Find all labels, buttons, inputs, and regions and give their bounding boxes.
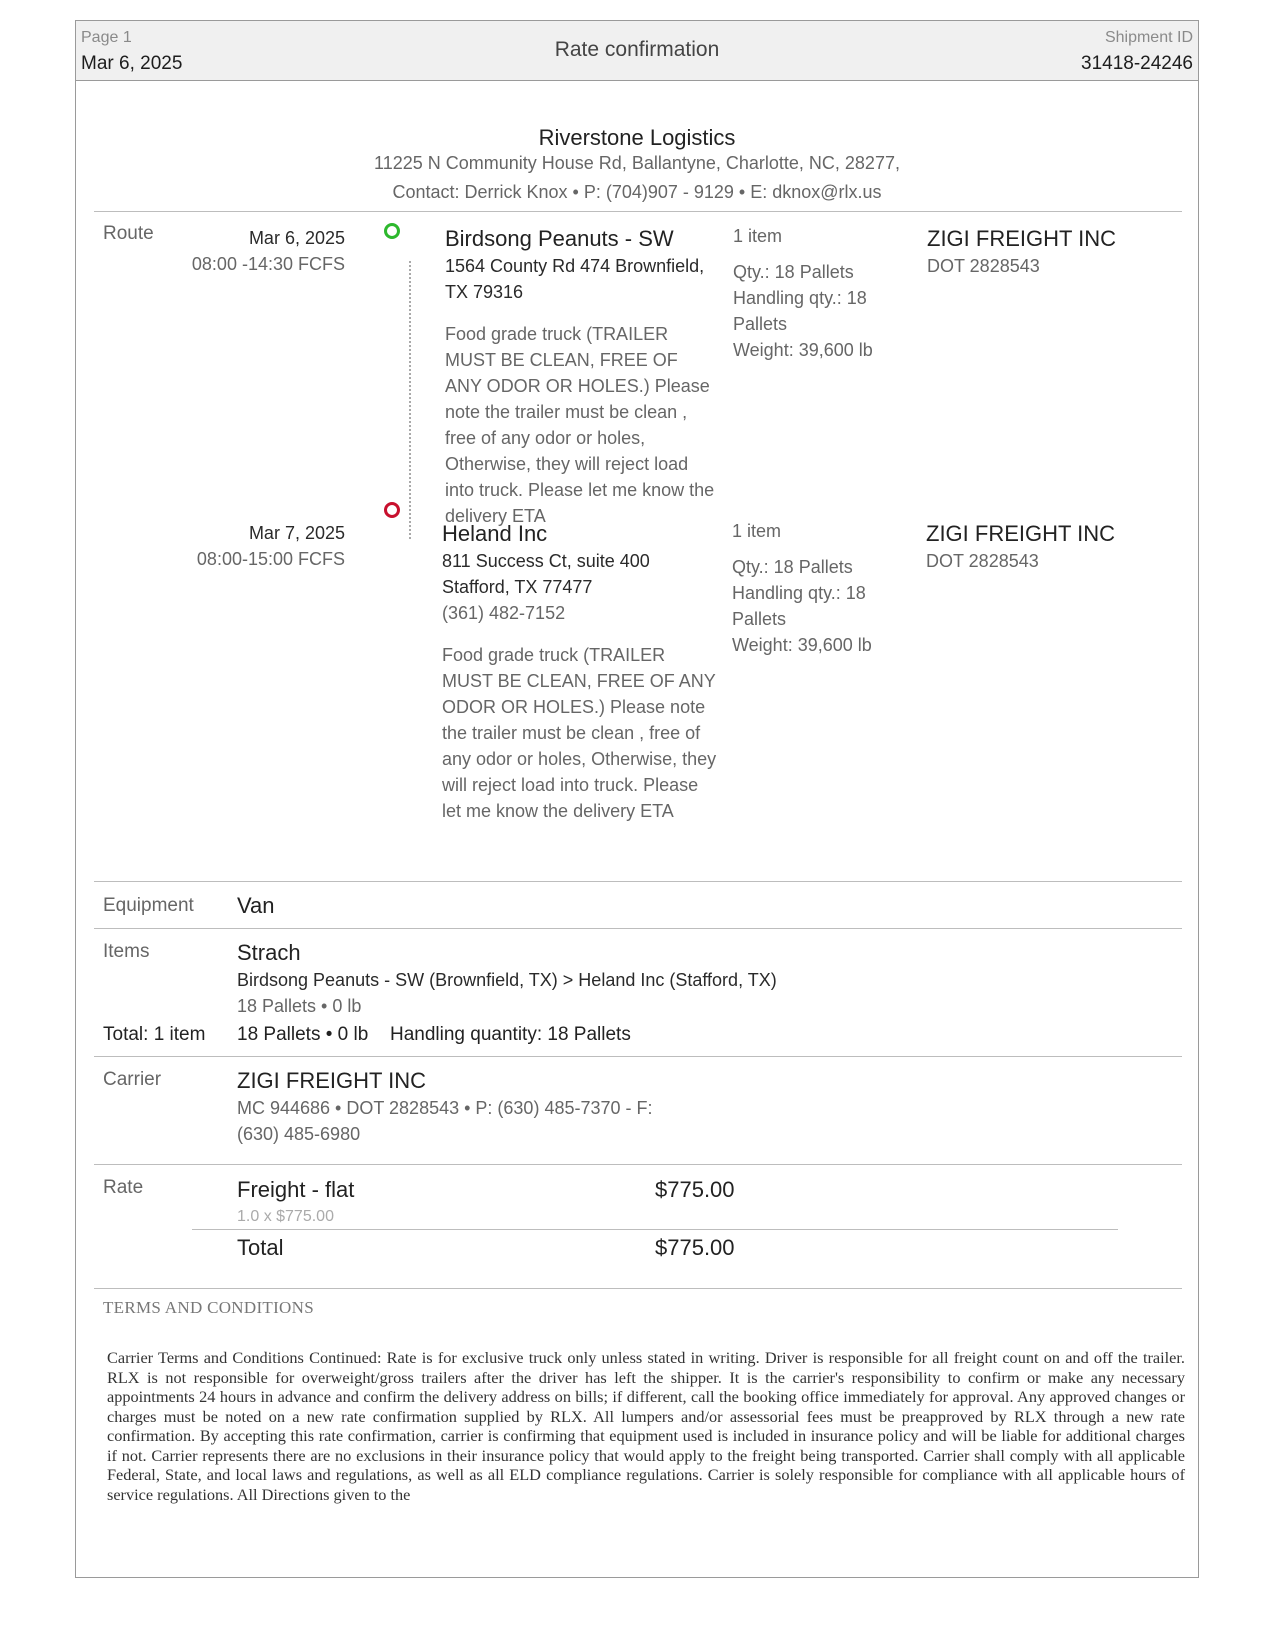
equipment-value: Van — [237, 893, 275, 918]
route-label: Route — [103, 223, 154, 244]
rate-label: Rate — [103, 1177, 144, 1198]
divider — [94, 928, 1182, 929]
pickup-schedule — [176, 225, 345, 277]
delivery-date: Mar 7, 2025 — [248, 523, 345, 543]
delivery-marker-icon — [384, 502, 400, 518]
items-total-qty: 18 Pallets • 0 lb — [237, 1024, 369, 1045]
item-lane: Birdsong Peanuts - SW (Brownfield, TX) > Heland Inc (Stafford, TX) — [237, 970, 777, 990]
rate-total-amount: $775.00 — [655, 1235, 735, 1260]
equipment-label: Equipment — [103, 895, 194, 916]
carrier-contact-line: MC 944686 • DOT 2828543 • P: (630) 485-7370 - F: — [237, 1098, 653, 1118]
pickup-carrier-name: ZIGI FREIGHT INC — [927, 226, 1117, 251]
carrier-block — [237, 1067, 697, 1147]
carrier-contact-line: (630) 485-6980 — [237, 1124, 361, 1144]
pickup-qty: Qty.: 18 Pallets — [733, 262, 854, 282]
carrier-name: ZIGI FREIGHT INC — [237, 1068, 427, 1093]
rate-line-name: Freight - flat — [237, 1177, 355, 1202]
delivery-items — [732, 518, 892, 658]
delivery-qty: Qty.: 18 Pallets — [732, 557, 853, 577]
item-detail: 18 Pallets • 0 lb — [237, 996, 362, 1016]
delivery-carrier-dot: DOT 2828543 — [926, 551, 1039, 571]
divider — [94, 211, 1182, 212]
item-entry — [237, 939, 1137, 1019]
delivery-schedule — [176, 520, 345, 572]
delivery-handling: Handling qty.: 18 Pallets — [732, 583, 866, 629]
delivery-carrier-name: ZIGI FREIGHT INC — [926, 521, 1116, 546]
delivery-notes: Food grade truck (TRAILER MUST BE CLEAN, FREE OF ANY ODOR OR HOLES.) Please note the trailer must be clean , free of any odor or holes, Otherwise, they will reject load into truck. Please let me know the delivery ETA — [442, 645, 717, 821]
items-total-handling: Handling quantity: 18 Pallets — [390, 1024, 631, 1045]
delivery-weight: Weight: 39,600 lb — [732, 635, 872, 655]
rate-total-label: Total — [237, 1235, 284, 1260]
delivery-carrier — [926, 520, 1166, 574]
document-title: Rate confirmation — [554, 38, 720, 61]
item-name: Strach — [237, 940, 301, 965]
divider — [94, 1056, 1182, 1057]
delivery-address-line: Stafford, TX 77477 — [442, 577, 593, 597]
shipment-id: 31418-24246 — [1081, 53, 1193, 74]
pickup-notes: Food grade truck (TRAILER MUST BE CLEAN, FREE OF ANY ODOR OR HOLES.) Please note the trailer must be clean , free of any odor or holes, Otherwise, they will reject load into truck. Please let me know the delivery ETA — [445, 324, 715, 526]
pickup-date: Mar 6, 2025 — [248, 228, 345, 248]
pickup-time: 08:00 -14:30 FCFS — [191, 254, 345, 274]
pickup-address-line: TX 79316 — [445, 282, 524, 302]
delivery-items-count: 1 item — [732, 521, 782, 541]
divider — [192, 1229, 1118, 1230]
items-label: Items — [103, 941, 150, 962]
company-block — [76, 125, 1198, 203]
rate-line-calc: 1.0 x $775.00 — [237, 1208, 334, 1225]
company-name: Riverstone Logistics — [538, 125, 736, 150]
page-number: Page 1 — [81, 29, 132, 46]
shipment-id-label: Shipment ID — [1104, 29, 1193, 46]
pickup-items — [733, 223, 893, 363]
delivery-time: 08:00-15:00 FCFS — [196, 549, 345, 569]
items-total-label: Total: 1 item — [103, 1024, 206, 1045]
divider — [94, 1288, 1182, 1289]
pickup-weight: Weight: 39,600 lb — [733, 340, 873, 360]
pickup-stop — [445, 225, 715, 529]
delivery-name: Heland Inc — [442, 521, 548, 546]
divider — [94, 1164, 1182, 1165]
delivery-phone: (361) 482-7152 — [442, 603, 566, 623]
pickup-name: Birdsong Peanuts - SW — [445, 226, 674, 251]
pickup-items-count: 1 item — [733, 226, 783, 246]
pickup-carrier-dot: DOT 2828543 — [927, 256, 1040, 276]
delivery-stop — [442, 520, 717, 824]
pickup-carrier — [927, 225, 1167, 279]
company-address: 11225 N Community House Rd, Ballantyne, Charlotte, NC, 28277, — [374, 153, 900, 173]
company-contact: Contact: Derrick Knox • P: (704)907 - 9129 • E: dknox@rlx.us — [392, 182, 882, 202]
carrier-label: Carrier — [103, 1069, 162, 1090]
terms-text: Carrier Terms and Conditions Continued: Rate is for exclusive truck only unless stated in writing. Driver is responsible for all freight count on and off the trailer. RLX is not responsible for overweight/gross trailers after the driver has left the shipper. It is the carrier's responsibility to confirm or make any necessary appointments 24 hours in advance and confirm the delivery address on bills; if different, call the booking office immediately for approval. Any approved changes or charges must be noted on a new rate confirmation supplied by RLX. All lumpers and/or assessorial fees must be preapproved by RLX through a new rate confirmation. By accepting this rate confirmation, carrier is confirming that equipment used is included in insurance policy and will be liable for additional charges if not. Carrier represents there are no exclusions in their insurance policy that would apply to the freight being transported. Carrier shall comply with all applicable Federal, State, and local laws and regulations, as well as all ELD compliance regulations. Carrier is solely responsible for compliance with all applicable hours of service regulations. All Directions given to the — [107, 1348, 1185, 1504]
page-header — [76, 21, 1198, 81]
pickup-address-line: 1564 County Rd 474 Brownfield, — [445, 256, 705, 276]
pickup-marker-icon — [384, 223, 400, 239]
terms-heading: TERMS AND CONDITIONS — [103, 1298, 314, 1317]
document-page — [75, 20, 1199, 1578]
rate-line-amount: $775.00 — [655, 1177, 735, 1202]
delivery-address-line: 811 Success Ct, suite 400 — [442, 551, 650, 571]
document-date: Mar 6, 2025 — [81, 53, 183, 74]
divider — [94, 881, 1182, 882]
route-connector — [409, 261, 411, 539]
pickup-handling: Handling qty.: 18 Pallets — [733, 288, 867, 334]
